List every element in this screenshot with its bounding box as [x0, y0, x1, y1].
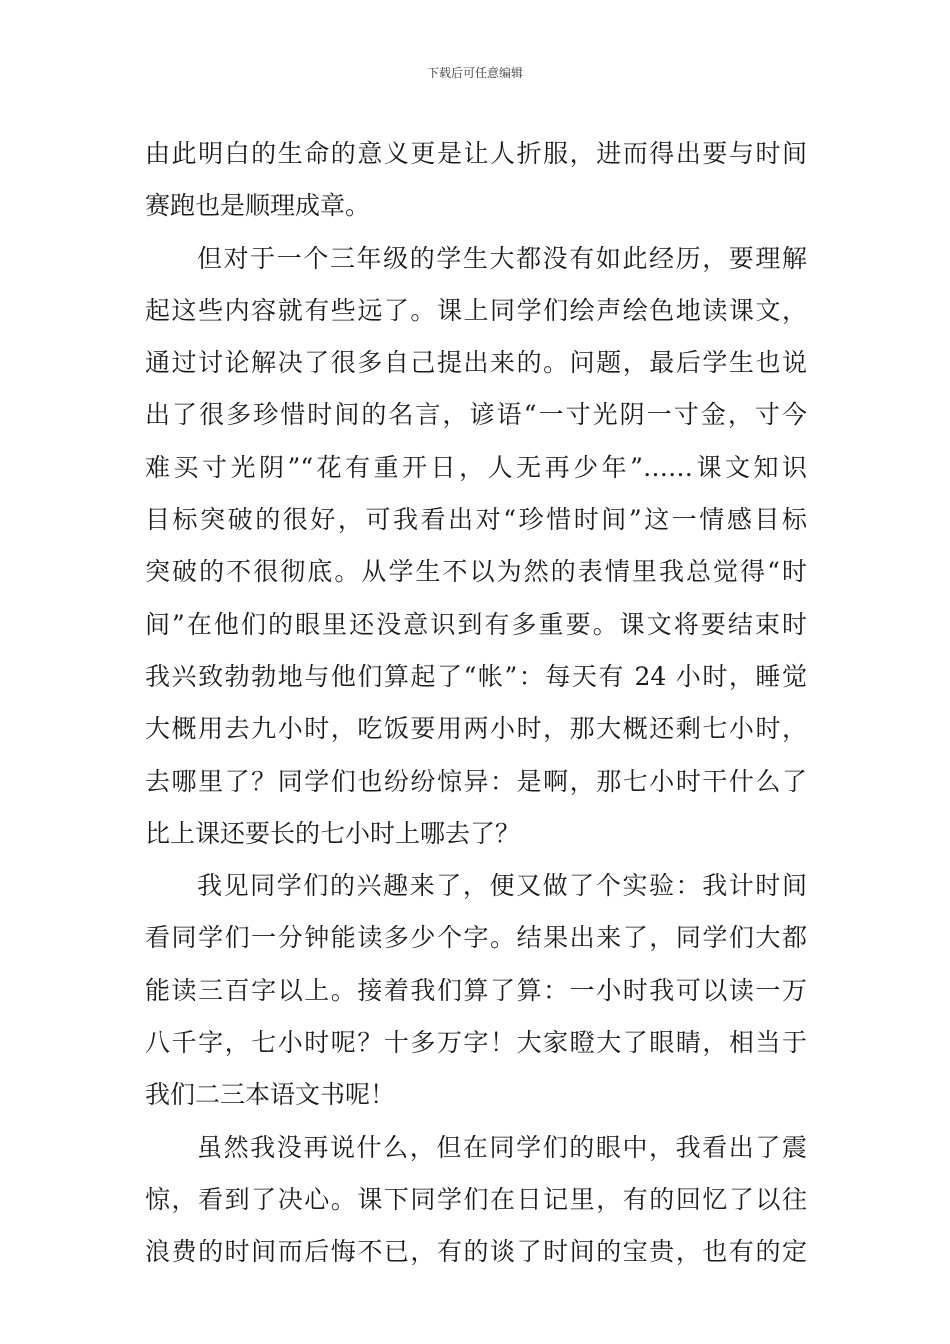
- text-line: 能读三百字以上。接着我们算了算：一小时我可以读一万: [145, 975, 807, 1005]
- text-line: 去哪里了？同学们也纷纷惊异：是啊，那七小时干什么了: [145, 766, 807, 796]
- text-line: 大概用去九小时，吃饭要用两小时，那大概还剩七小时，: [145, 714, 807, 744]
- text-line: 我兴致勃勃地与他们算起了“帐”：每天有 24 小时，睡觉: [145, 661, 807, 691]
- text-line: 八千字，七小时呢？十多万字！大家瞪大了眼睛，相当于: [145, 1028, 807, 1058]
- text-line: 通过讨论解决了很多自己提出来的。问题，最后学生也说: [145, 348, 807, 378]
- document-body: [145, 128, 807, 1279]
- text-line: 目标突破的很好，可我看出对“珍惜时间”这一情感目标: [145, 505, 807, 535]
- text-line: 突破的不很彻底。从学生不以为然的表情里我总觉得“时: [145, 557, 807, 587]
- text-line: 比上课还要长的七小时上哪去了？: [145, 818, 521, 848]
- text-line: 惊，看到了决心。课下同学们在日记里，有的回忆了以往: [145, 1184, 807, 1214]
- text-line: 起这些内容就有些远了。课上同学们绘声绘色地读课文，: [145, 295, 807, 325]
- text-line: 我见同学们的兴趣来了，便又做了个实验：我计时间: [197, 871, 807, 901]
- page-header: 下载后可任意编辑: [426, 66, 523, 80]
- text-line: 浪费的时间而后悔不已，有的谈了时间的宝贵，也有的定: [145, 1237, 807, 1267]
- text-line: 看同学们一分钟能读多少个字。结果出来了，同学们大都: [145, 923, 807, 953]
- text-line: 但对于一个三年级的学生大都没有如此经历，要理解: [197, 243, 807, 273]
- text-line: 出了很多珍惜时间的名言，谚语“一寸光阴一寸金，寸今: [145, 400, 807, 430]
- text-line: 虽然我没再说什么，但在同学们的眼中，我看出了震: [197, 1132, 807, 1162]
- text-line: 由此明白的生命的意义更是让人折服，进而得出要与时间: [145, 139, 807, 168]
- text-line: 难买寸光阴”“花有重开日，人无再少年”……课文知识: [145, 452, 807, 482]
- text-line: 我们二三本语文书呢！: [145, 1080, 396, 1110]
- text-line: 间”在他们的眼里还没意识到有多重要。课文将要结束时: [145, 609, 807, 639]
- text-line: 赛跑也是顺理成章。: [145, 191, 371, 221]
